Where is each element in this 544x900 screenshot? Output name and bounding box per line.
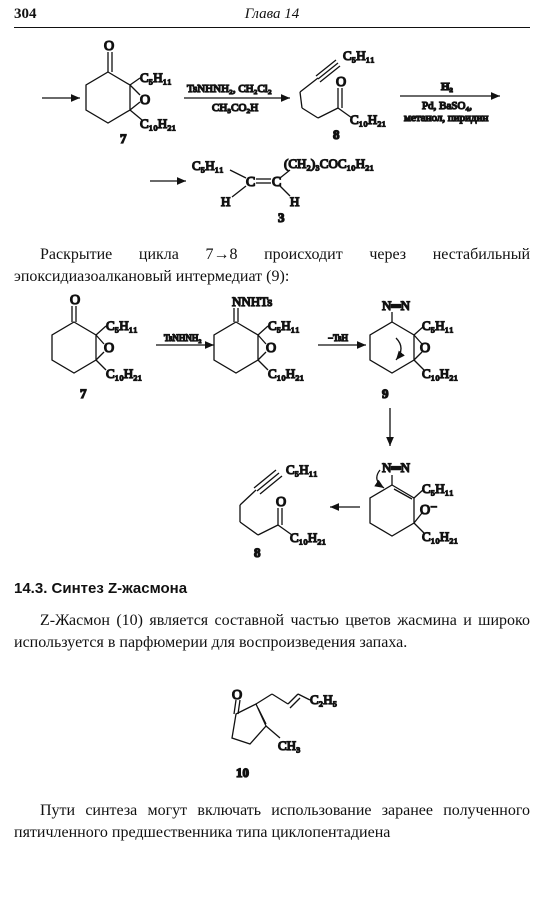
s2-label-7: 7 (80, 386, 87, 401)
compound-7-c10h21: C₁₀H₂₁ (140, 116, 177, 131)
alkoxide-n-eq-n: N═N (382, 460, 410, 475)
intermediate-9-c5h11: C₅H₁₁ (422, 318, 454, 333)
s2-7-o: O (70, 293, 81, 308)
hydrazone-c10h21: C₁₀H₂₁ (268, 366, 305, 381)
s2-8-c5h11: C₅H₁₁ (286, 462, 318, 477)
reagent-s2-a: TsNHNH₂ (164, 333, 202, 343)
reagent1-bottom: CH₃CO₂H (212, 102, 259, 114)
label-8: 8 (333, 127, 340, 142)
jasmone-structure (232, 694, 310, 744)
s2-7-c10h21: C₁₀H₂₁ (106, 366, 143, 381)
hydrazone-nnhts: NNHTs (232, 294, 273, 309)
product3-c-right: C (272, 175, 282, 190)
product3-h-left: H (221, 194, 231, 209)
hydrazone-epoxide-o: O (266, 341, 277, 356)
intermediate-9-o: O (420, 341, 431, 356)
compound-7-o-label: O (104, 39, 115, 54)
compound-7-structure (86, 52, 142, 123)
product3-bond-ul (230, 170, 246, 178)
running-title: Глава 14 (244, 6, 300, 22)
product3-c5h11: C₅H₁₁ (192, 158, 224, 173)
page-number: 304 (14, 6, 37, 22)
jasmone-c2h5: C₂H₅ (310, 692, 338, 707)
compound-7-c5h11: C₅H₁₁ (140, 70, 172, 85)
alkoxide-c10h21: C₁₀H₂₁ (422, 529, 459, 544)
compound-8-o: O (336, 75, 347, 90)
intermediate-9-n-eq-n: N═N (382, 298, 410, 313)
intermediate-9-structure (370, 312, 424, 373)
s2-7-epoxide-o: O (104, 341, 115, 356)
product3-bond-ll (232, 186, 246, 197)
product3-c-left: C (246, 175, 256, 190)
reagent1-top: TsNHNH₂, CH₂Cl₂ (187, 83, 272, 95)
compound-7-epoxide-o: O (140, 93, 151, 108)
reagent-s2-b: −TsH (328, 333, 348, 343)
paragraph-jasmone: Z-Жасмон (10) является составной частью цветов жасмина и широко используется в парфюмерии для воспроизведения запаха. (14, 612, 530, 651)
scheme2-compound-7 (52, 306, 106, 373)
compound-8-c10h21: C₁₀H₂₁ (350, 112, 387, 127)
intermediate-9-c10h21: C₁₀H₂₁ (422, 366, 459, 381)
alkoxide-c5h11: C₅H₁₁ (422, 481, 454, 496)
hydrazone-structure (214, 308, 268, 373)
jasmone-ch3: CH₃ (278, 738, 301, 753)
paragraph-ring-opening: Раскрытие цикла 7→8 происходит через нестабильный эпоксидиазоалкановый интермедиат (9): (14, 246, 530, 285)
reagent2-top: H₂ (441, 81, 453, 93)
label-10: 10 (236, 765, 249, 780)
hydrazone-c5h11: C₅H₁₁ (268, 318, 300, 333)
reagent2-mid: Pd, BaSO₄, (422, 100, 472, 112)
product3-h-right: H (290, 194, 300, 209)
label-7: 7 (120, 131, 127, 146)
product3-chain: (CH₂)₃COC₁₀H₂₁ (284, 156, 375, 171)
alkoxide-o-minus: O⁻ (420, 503, 438, 518)
reagent2-bottom: метанол, пиридин (404, 112, 489, 124)
product3-bond-lr (280, 186, 290, 196)
s2-7-c5h11: C₅H₁₁ (106, 318, 138, 333)
s2-8-o: O (276, 495, 287, 510)
label-9: 9 (382, 386, 389, 401)
paragraph-synthesis: Пути синтеза могут включать использование заранее полученного пятичленного предшественника типа циклопентадиена (14, 802, 530, 841)
section-heading: 14.3. Синтез Z-жасмона (14, 580, 188, 597)
compound-8-c5h11: C₅H₁₁ (343, 48, 375, 63)
s2-label-8: 8 (254, 545, 261, 560)
product3-bond-ur (280, 170, 290, 178)
label-3: 3 (278, 210, 285, 225)
alkoxide-structure (370, 470, 424, 536)
s2-8-c10h21: C₁₀H₂₁ (290, 530, 327, 545)
jasmone-o: O (232, 688, 243, 703)
